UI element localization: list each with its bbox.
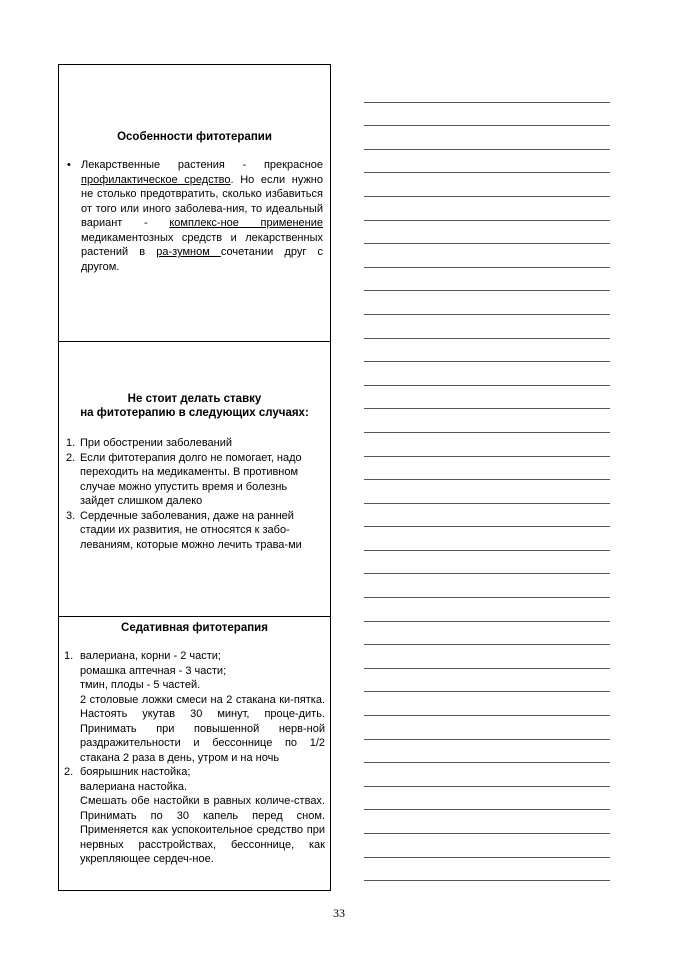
note-line xyxy=(364,858,610,882)
note-line xyxy=(364,574,610,598)
item-number: 2. xyxy=(66,451,76,464)
note-line xyxy=(364,79,610,103)
note-line xyxy=(364,386,610,410)
slide-phytotherapy-features xyxy=(59,65,330,341)
note-line xyxy=(364,150,610,174)
note-line xyxy=(364,810,610,834)
note-line xyxy=(364,622,610,646)
ingredient-line: валериана, корни - 2 части; xyxy=(80,650,221,662)
case-list xyxy=(66,436,323,552)
note-line xyxy=(364,645,610,669)
ingredient-line: валериана настойка. xyxy=(80,780,188,793)
note-line xyxy=(364,787,610,811)
item-text: Сердечные заболевания, даже на ранней стадии их развития, не относятся к забо-леваниям, которые можно лечить трава-ми xyxy=(80,509,302,551)
note-line xyxy=(364,315,610,339)
underlined-term: ра-зумном xyxy=(156,246,221,258)
note-line xyxy=(364,221,610,245)
item-number: 1. xyxy=(66,437,76,449)
note-line xyxy=(364,763,610,787)
note-line xyxy=(364,480,610,504)
note-line xyxy=(364,268,610,292)
item-number: 1. xyxy=(64,650,74,662)
note-line xyxy=(364,598,610,622)
title-line: Не стоит делать ставку xyxy=(127,393,262,405)
text-run: Лекарственные растения - прекрасное xyxy=(81,159,323,171)
ingredient-line: ромашка аптечная - 3 части; xyxy=(80,664,227,677)
note-line xyxy=(364,126,610,150)
slide-title xyxy=(66,392,323,420)
item-text: Если фитотерапия долго не помогает, надо переходить на медикаменты. В противном случае можно упустить время и болезнь зайдет слишком далеко xyxy=(80,451,302,507)
slide-sedative-phytotherapy xyxy=(59,616,330,890)
item-number: 2. xyxy=(64,766,74,778)
recipe-item xyxy=(64,649,325,765)
list-item xyxy=(66,451,323,509)
notes-lines xyxy=(364,79,610,881)
underlined-term: комплекс-ное применение xyxy=(169,217,323,229)
note-line xyxy=(364,362,610,386)
recipe-list xyxy=(64,649,325,867)
note-line xyxy=(364,527,610,551)
note-line xyxy=(364,504,610,528)
note-line xyxy=(364,669,610,693)
underlined-term: профилактическое средство xyxy=(81,173,231,186)
note-line xyxy=(364,197,610,221)
text-run: медикаментозных средств и лекарственных растений в xyxy=(81,231,323,258)
note-line xyxy=(364,740,610,764)
item-number: 3. xyxy=(66,509,76,522)
note-line xyxy=(364,173,610,197)
item-text: При обострении заболеваний xyxy=(80,437,233,449)
note-line xyxy=(364,244,610,268)
slide-title: Седативная фитотерапия xyxy=(121,622,268,634)
ingredient-line: тмин, плоды - 5 частей. xyxy=(80,679,201,691)
note-line xyxy=(364,339,610,363)
text-run: . Но если нужно не столько предотвратить, сколько избавиться от того или иного заболева-ния, то идеальный вариант - xyxy=(81,173,323,229)
slide-title: Особенности фитотерапии xyxy=(117,131,272,143)
note-line xyxy=(364,409,610,433)
page-number: 33 xyxy=(333,906,345,920)
note-line xyxy=(364,551,610,575)
note-line xyxy=(364,103,610,127)
bullet-icon: • xyxy=(67,159,71,171)
note-line xyxy=(364,834,610,858)
slide-when-not-to-use xyxy=(59,341,330,616)
text-run: сочетании друг с другом. xyxy=(81,246,323,273)
bullet-paragraph xyxy=(66,158,323,274)
note-line xyxy=(364,433,610,457)
recipe-description: 2 столовые ложки смеси на 2 стакана ки-пятка. Настоять укутав 30 минут, проце-дить. Принимать при повышенной нерв-ной раздражительности и бессоннице по 1/2 стакана 2 раза в день, утром и на ночь xyxy=(80,693,325,764)
ingredient-line: боярышник настойка; xyxy=(80,766,191,778)
title-line: на фитотерапию в следующих случаях: xyxy=(80,407,309,419)
note-line xyxy=(364,291,610,315)
recipe-item xyxy=(64,765,325,867)
note-line xyxy=(364,692,610,716)
list-item xyxy=(66,436,323,451)
note-line xyxy=(364,716,610,740)
recipe-description: Смешать обе настойки в равных количе-ствах. Принимать по 30 капель перед сном. Применяется как успокоительное средство при нервных расстройствах, бессоннице, как укрепляющее сердеч-ное. xyxy=(80,795,325,865)
slides-column xyxy=(58,64,331,891)
note-line xyxy=(364,457,610,481)
list-item xyxy=(66,509,323,553)
